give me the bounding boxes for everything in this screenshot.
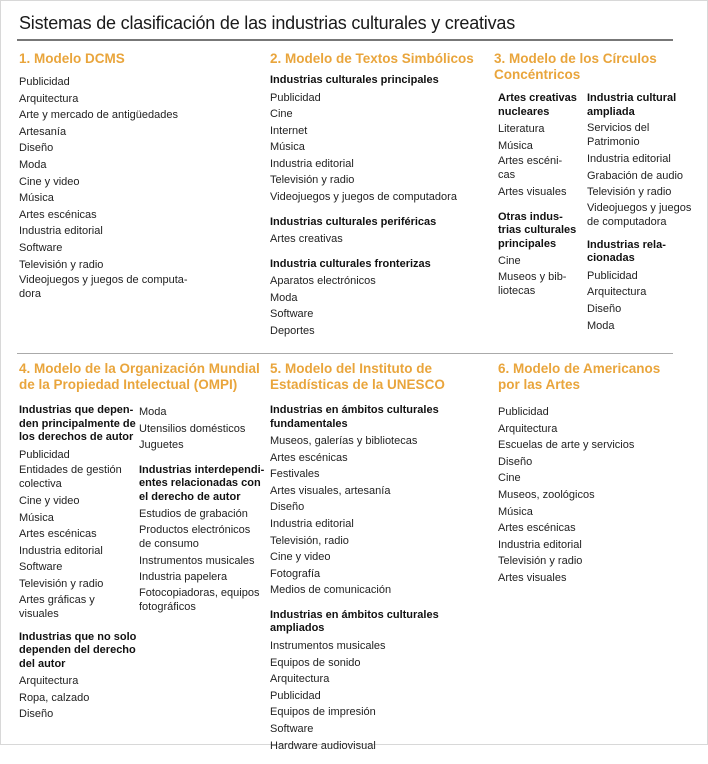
category-group [587, 239, 705, 334]
list-item: Arquitectura [587, 286, 647, 299]
category-group [498, 211, 586, 298]
list-item: Artes escénicas [270, 451, 348, 464]
list-item: Moda [19, 158, 47, 171]
category-group [498, 404, 698, 587]
list-item: Industria editorial [270, 157, 354, 170]
list-item: Software [270, 308, 314, 321]
list-item: Diseño [270, 501, 305, 514]
list-item: Cine [498, 255, 521, 268]
list-item: Televisión, radio [270, 534, 349, 547]
list-item: Museos, galerías y bibliotecas [270, 435, 418, 447]
list-item: Videojuegos y juegos de computadora [587, 201, 692, 228]
group-heading: Industrias en ámbitos culturales ampliados [270, 608, 439, 635]
list-item: Cine y video [19, 175, 80, 188]
list-item: Software [19, 561, 63, 574]
list-item: Publicidad [19, 448, 70, 461]
list-item: Artes escéni- cas [498, 155, 563, 182]
group-heading: Artes creativas nucleares [498, 92, 577, 118]
list-item: Artes gráficas y visuales [19, 593, 95, 620]
list-item: Artes visuales [498, 571, 567, 584]
list-item: Publicidad [270, 689, 321, 702]
list-item: Juguetes [139, 439, 184, 452]
list-item: Instrumentos musicales [139, 554, 255, 567]
group-heading: Industrias que no solo dependen del derecho del autor [19, 630, 137, 670]
list-item: Artesanía [19, 125, 67, 138]
list-item: Arquitectura [270, 673, 330, 686]
section-title-ompi: 4. Modelo de la Organización Mundial de la Propiedad Intelectual (OMPI) [19, 361, 260, 392]
list-item: Publicidad [270, 91, 321, 104]
dcms-list [19, 74, 259, 311]
list-item: Cine [270, 108, 293, 121]
list-item: Publicidad [587, 269, 638, 282]
list-item: Industria papelera [139, 571, 228, 584]
group-heading: Industrias culturales principales [270, 74, 439, 86]
group-heading: Industrias rela- cionadas [587, 238, 666, 265]
list-item: Artes escénicas [498, 522, 576, 535]
list-item: Deportes [270, 325, 315, 338]
list-item: Televisión y radio [587, 186, 672, 199]
list-item: Museos, zoológicos [498, 488, 595, 501]
list-item: Industria editorial [270, 517, 354, 530]
list-item: Hardware audiovisual [270, 739, 376, 752]
list-item: Artes escénicas [19, 208, 97, 221]
list-item: Festivales [270, 468, 320, 481]
category-group [19, 631, 139, 723]
list-item: Artes visuales [498, 186, 567, 199]
section-title-textos-simbolicos: 2. Modelo de Textos Simbólicos [270, 51, 474, 66]
group-heading: Otras indus- trias culturales principales [498, 210, 577, 250]
list-item: Artes visuales, artesanía [270, 484, 391, 497]
list-item: Arte y mercado de antigüedades [19, 109, 178, 122]
list-item: Diseño [19, 708, 54, 721]
list-item: Industria editorial [19, 544, 103, 557]
list-item: Software [270, 722, 314, 735]
list-item: Equipos de sonido [270, 656, 361, 669]
list-item: Arquitectura [19, 92, 79, 105]
list-item: Ropa, calzado [19, 691, 90, 704]
list-item: Moda [139, 406, 167, 418]
list-item: Fotocopiadoras, equipos fotográficos [139, 587, 260, 614]
group-heading: Industria cultural ampliada [587, 92, 677, 118]
list-item: Publicidad [19, 76, 70, 88]
section-title-dcms: 1. Modelo DCMS [19, 51, 125, 66]
category-group [139, 464, 267, 614]
list-item: Artes creativas [270, 233, 343, 246]
category-group [270, 258, 490, 340]
list-item: Servicios del Patrimonio [587, 122, 650, 148]
list-item: Grabación de audio [587, 169, 684, 182]
list-item: Moda [270, 291, 298, 304]
list-item: Industria editorial [19, 225, 103, 238]
category-group [587, 92, 705, 229]
category-group [270, 74, 490, 206]
list-item: Moda [587, 319, 615, 332]
list-item: Música [498, 505, 533, 518]
list-item: Cine [498, 472, 521, 485]
list-item: Literatura [498, 123, 545, 135]
list-item: Cine y video [270, 551, 331, 564]
section-title-unesco: 5. Modelo del Instituto de Estadísticas de la UNESCO [270, 361, 445, 392]
list-item: Estudios de grabación [139, 508, 248, 521]
list-item: Publicidad [498, 406, 549, 418]
list-item: Videojuegos y juegos de computa- dora [19, 274, 188, 301]
circulos-col-b [587, 92, 705, 344]
ompi-col-a [19, 404, 139, 733]
category-group [270, 609, 490, 754]
unesco-list [270, 404, 490, 764]
list-item: Fotografía [270, 567, 321, 580]
group-heading: Industria culturales fronterizas [270, 257, 431, 270]
list-item: Televisión y radio [19, 578, 104, 591]
list-item: Cine y video [19, 495, 80, 508]
row-divider [17, 353, 673, 354]
textos-simbolicos-list [270, 74, 490, 350]
category-group [270, 216, 490, 248]
list-item: Televisión y radio [19, 258, 104, 271]
group-heading: Industrias en ámbitos culturales fundamentales [270, 404, 439, 430]
category-group [19, 74, 259, 301]
list-item: Videojuegos y juegos de computadora [270, 191, 457, 204]
list-item: Instrumentos musicales [270, 639, 386, 652]
list-item: Medios de comunicación [270, 584, 392, 597]
group-heading: Industrias culturales periféricas [270, 215, 437, 228]
list-item: Equipos de impresión [270, 706, 376, 719]
list-item: Industria editorial [498, 538, 582, 551]
page-title: Sistemas de clasificación de las industrias culturales y creativas [19, 13, 516, 33]
list-item: Música [498, 139, 533, 152]
list-item: Televisión y radio [498, 555, 583, 568]
ompi-col-b [139, 404, 267, 624]
list-item: Televisión y radio [270, 174, 355, 187]
list-item: Utensilios domésticos [139, 422, 246, 435]
list-item: Aparatos electrónicos [270, 275, 376, 288]
section-title-circulos-concentricos: 3. Modelo de los Círculos Concéntricos [494, 51, 657, 82]
category-group [139, 404, 267, 454]
list-item: Arquitectura [498, 422, 558, 435]
circulos-col-a [498, 92, 586, 308]
group-heading: Industrias interdependi- entes relacionadas con el derecho de autor [139, 463, 265, 503]
list-item: Música [19, 511, 54, 524]
list-item: Museos y bib- liotecas [498, 270, 567, 297]
category-group [19, 404, 139, 621]
list-item: Música [270, 141, 305, 154]
americanos-list [498, 404, 698, 597]
list-item: Diseño [587, 302, 622, 315]
list-item: Internet [270, 124, 308, 137]
title-divider [17, 39, 673, 41]
list-item: Escuelas de arte y servicios [498, 439, 635, 452]
list-item: Diseño [498, 455, 533, 468]
group-heading: Industrias que depen- den principalmente de los derechos de autor [19, 404, 136, 443]
list-item: Entidades de gestión colectiva [19, 464, 122, 491]
list-item: Arquitectura [19, 675, 79, 688]
section-title-americanos-artes: 6. Modelo de Americanos por las Artes [498, 361, 661, 392]
category-group [498, 92, 586, 201]
list-item: Música [19, 192, 54, 205]
list-item: Industria editorial [587, 153, 671, 165]
list-item: Productos electrónicos de consumo [139, 523, 251, 550]
list-item: Diseño [19, 142, 54, 155]
category-group [270, 404, 490, 599]
list-item: Software [19, 241, 63, 254]
list-item: Artes escénicas [19, 528, 97, 541]
